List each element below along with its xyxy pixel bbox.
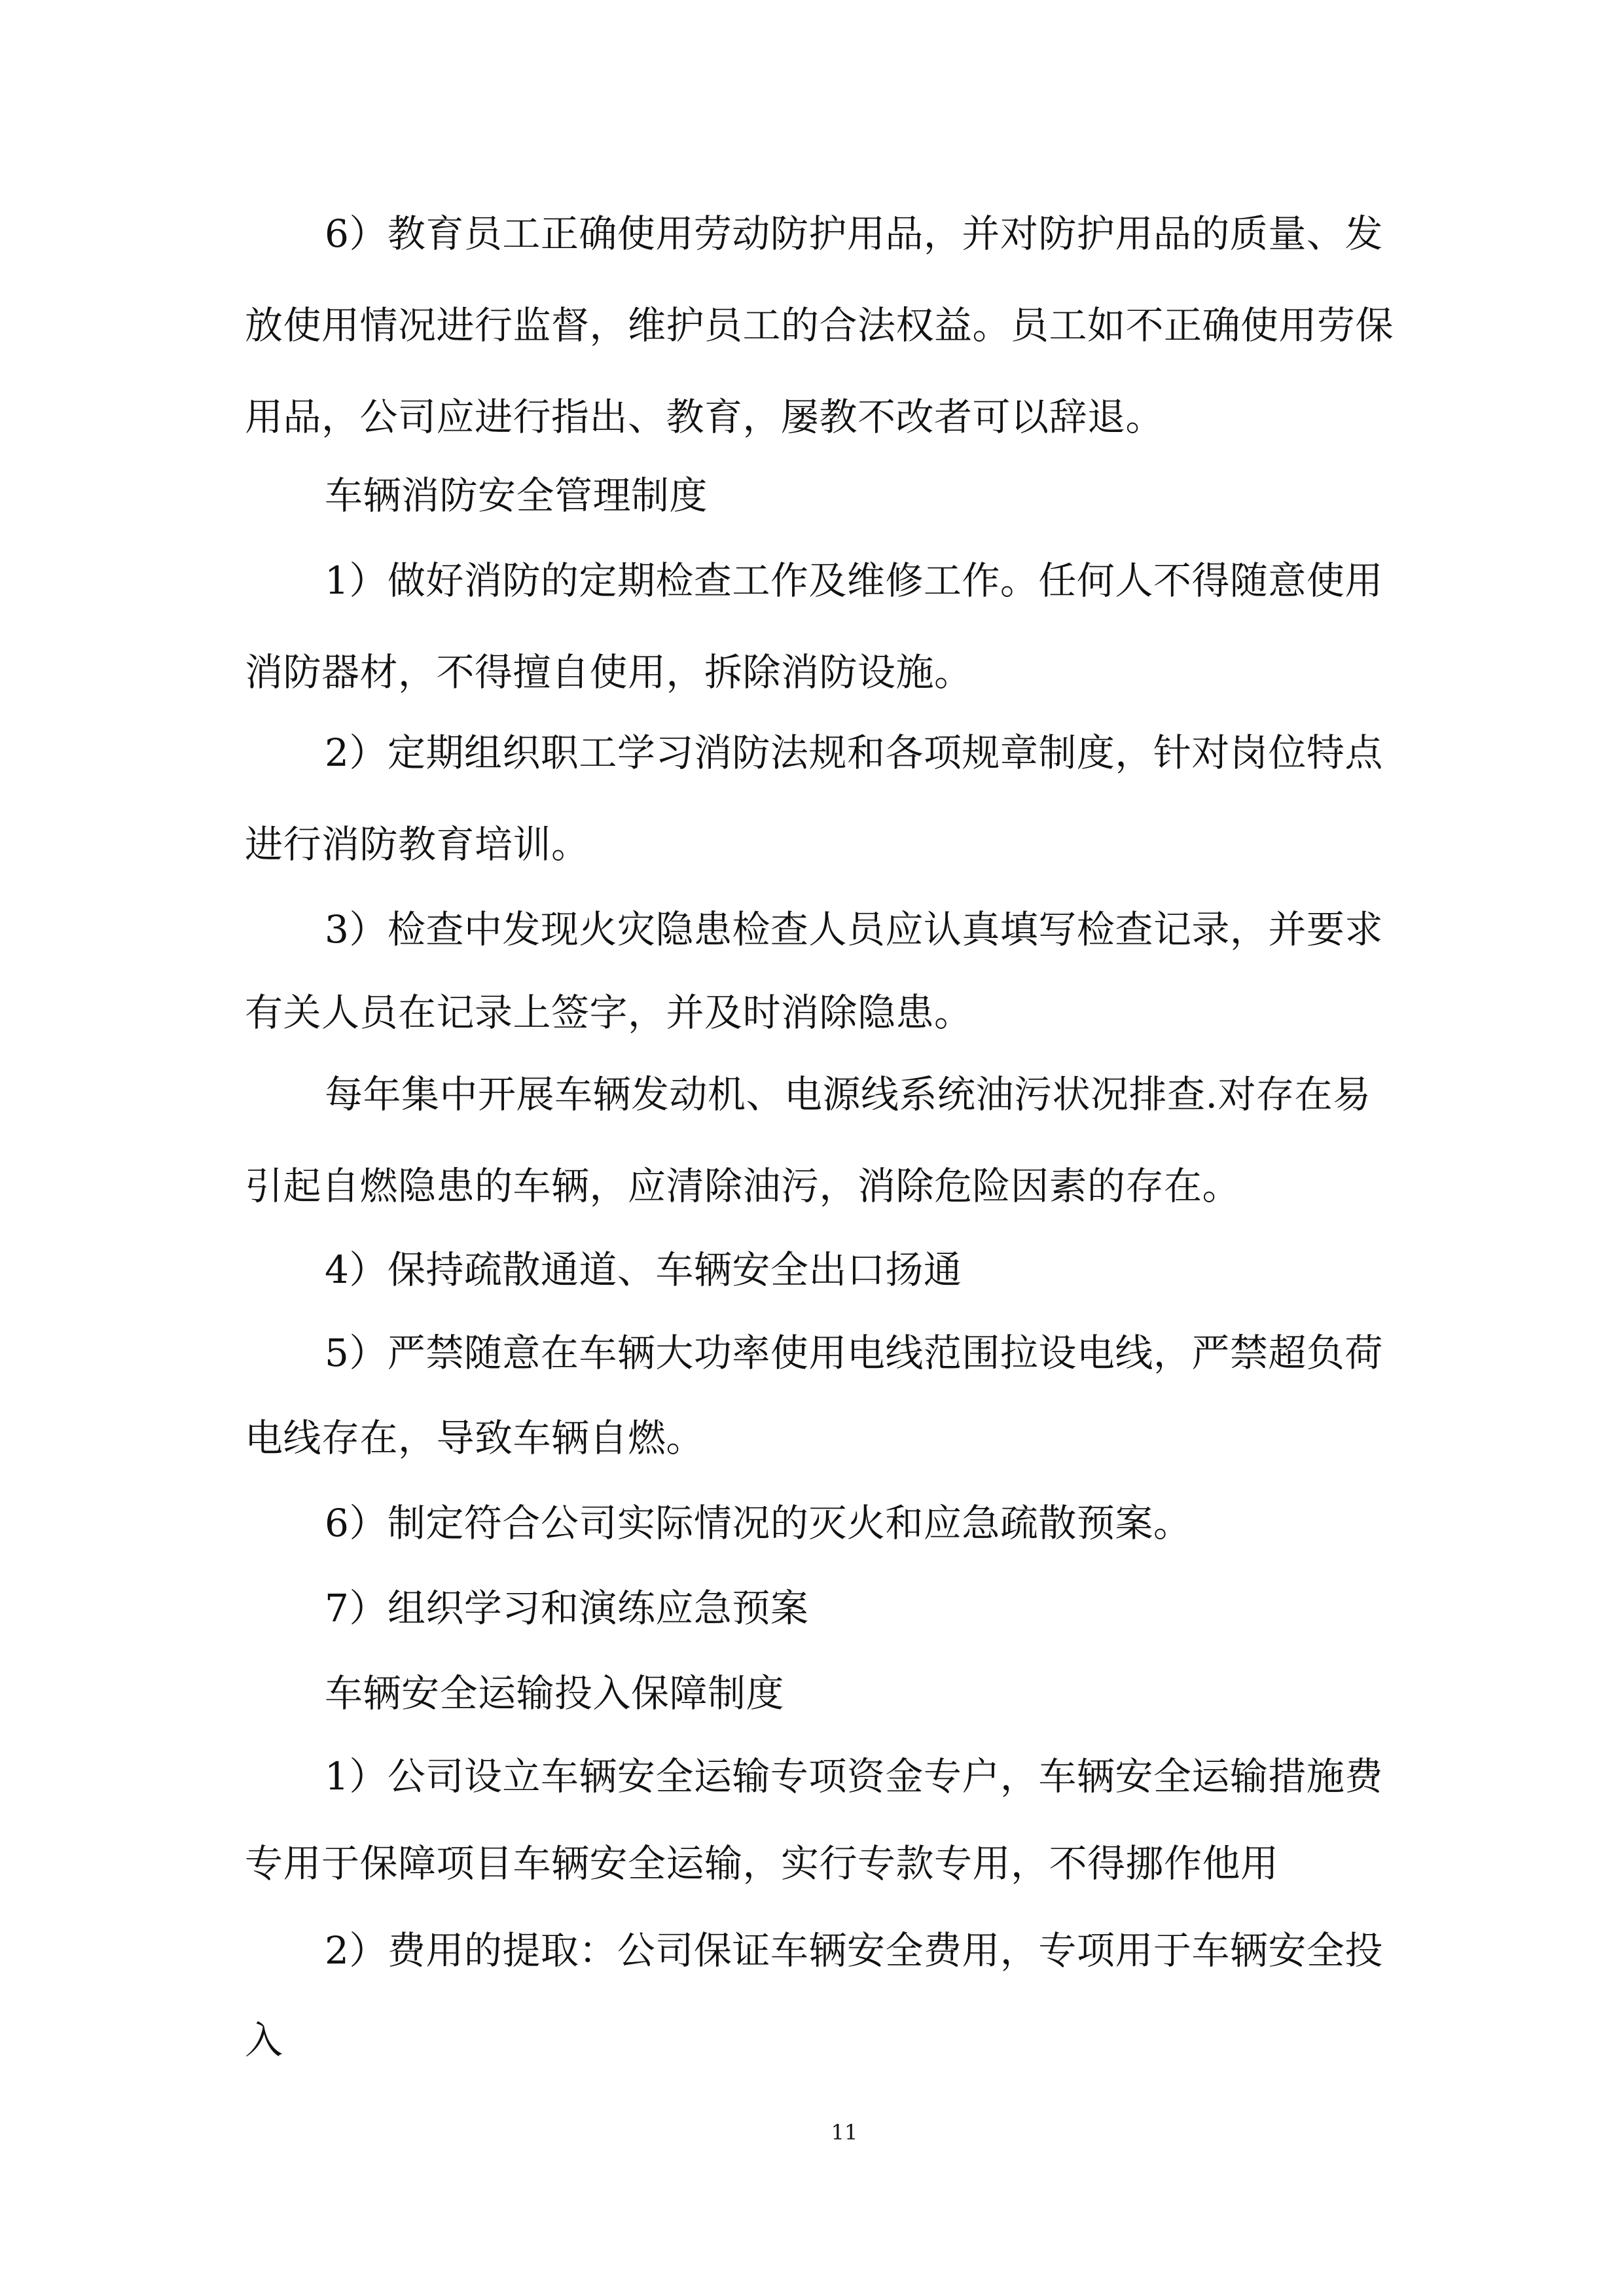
paragraph-5-line-1: 3）检查中发现火灾隐患检查人员应认真填写检查记录，并要求	[325, 907, 1383, 952]
paragraph-6-line-1: 每年集中开展车辆发动机、电源线系统油污状况排查.对存在易	[325, 1072, 1371, 1117]
paragraph-13-line-1: 2）费用的提取：公司保证车辆安全费用，专项用于车辆安全投	[325, 1928, 1383, 1973]
paragraph-3-line-1: 1）做好消防的定期检查工作及维修工作。任何人不得随意使用	[325, 558, 1383, 603]
paragraph-3-line-2: 消防器材，不得擅自使用，拆除消防设施。	[245, 650, 973, 694]
paragraph-1-line-1: 6）教育员工正确使用劳动防护用品，并对防护用品的质量、发	[325, 211, 1383, 256]
section-heading-transport-investment: 车辆安全运输投入保障制度	[325, 1671, 785, 1715]
paragraph-7-line-1: 4）保持疏散通道、车辆安全出口扬通	[325, 1247, 962, 1292]
paragraph-8-line-1: 5）严禁随意在车辆大功率使用电线范围拉设电线，严禁超负荷	[325, 1331, 1383, 1375]
paragraph-9-line-1: 6）制定符合公司实际情况的灭火和应急疏散预案。	[325, 1501, 1192, 1545]
paragraph-5-line-2: 有关人员在记录上签字，并及时消除隐患。	[245, 990, 973, 1035]
paragraph-8-line-2: 电线存在，导致车辆自燃。	[245, 1416, 705, 1460]
paragraph-1-line-2: 放使用情况进行监督，维护员工的合法权益。员工如不正确使用劳保	[245, 303, 1394, 348]
paragraph-12-line-2: 专用于保障项目车辆安全运输，实行专款专用，不得挪作他用	[245, 1841, 1279, 1886]
paragraph-10-line-1: 7）组织学习和演练应急预案	[325, 1586, 809, 1630]
paragraph-1-line-3: 用品，公司应进行指出、教育，屡教不改者可以辞退。	[245, 395, 1164, 439]
paragraph-6-line-2: 引起自燃隐患的车辆，应清除油污，消除危险因素的存在。	[245, 1164, 1241, 1208]
paragraph-4-line-1: 2）定期组织职工学习消防法规和各项规章制度，针对岗位特点	[325, 730, 1383, 775]
page-number: 11	[831, 2120, 858, 2145]
paragraph-12-line-1: 1）公司设立车辆安全运输专项资金专户，车辆安全运输措施费	[325, 1754, 1383, 1799]
paragraph-4-line-2: 进行消防教育培训。	[245, 822, 590, 867]
paragraph-13-line-2: 入	[245, 2018, 283, 2062]
section-heading-fire-safety: 车辆消防安全管理制度	[325, 473, 708, 518]
